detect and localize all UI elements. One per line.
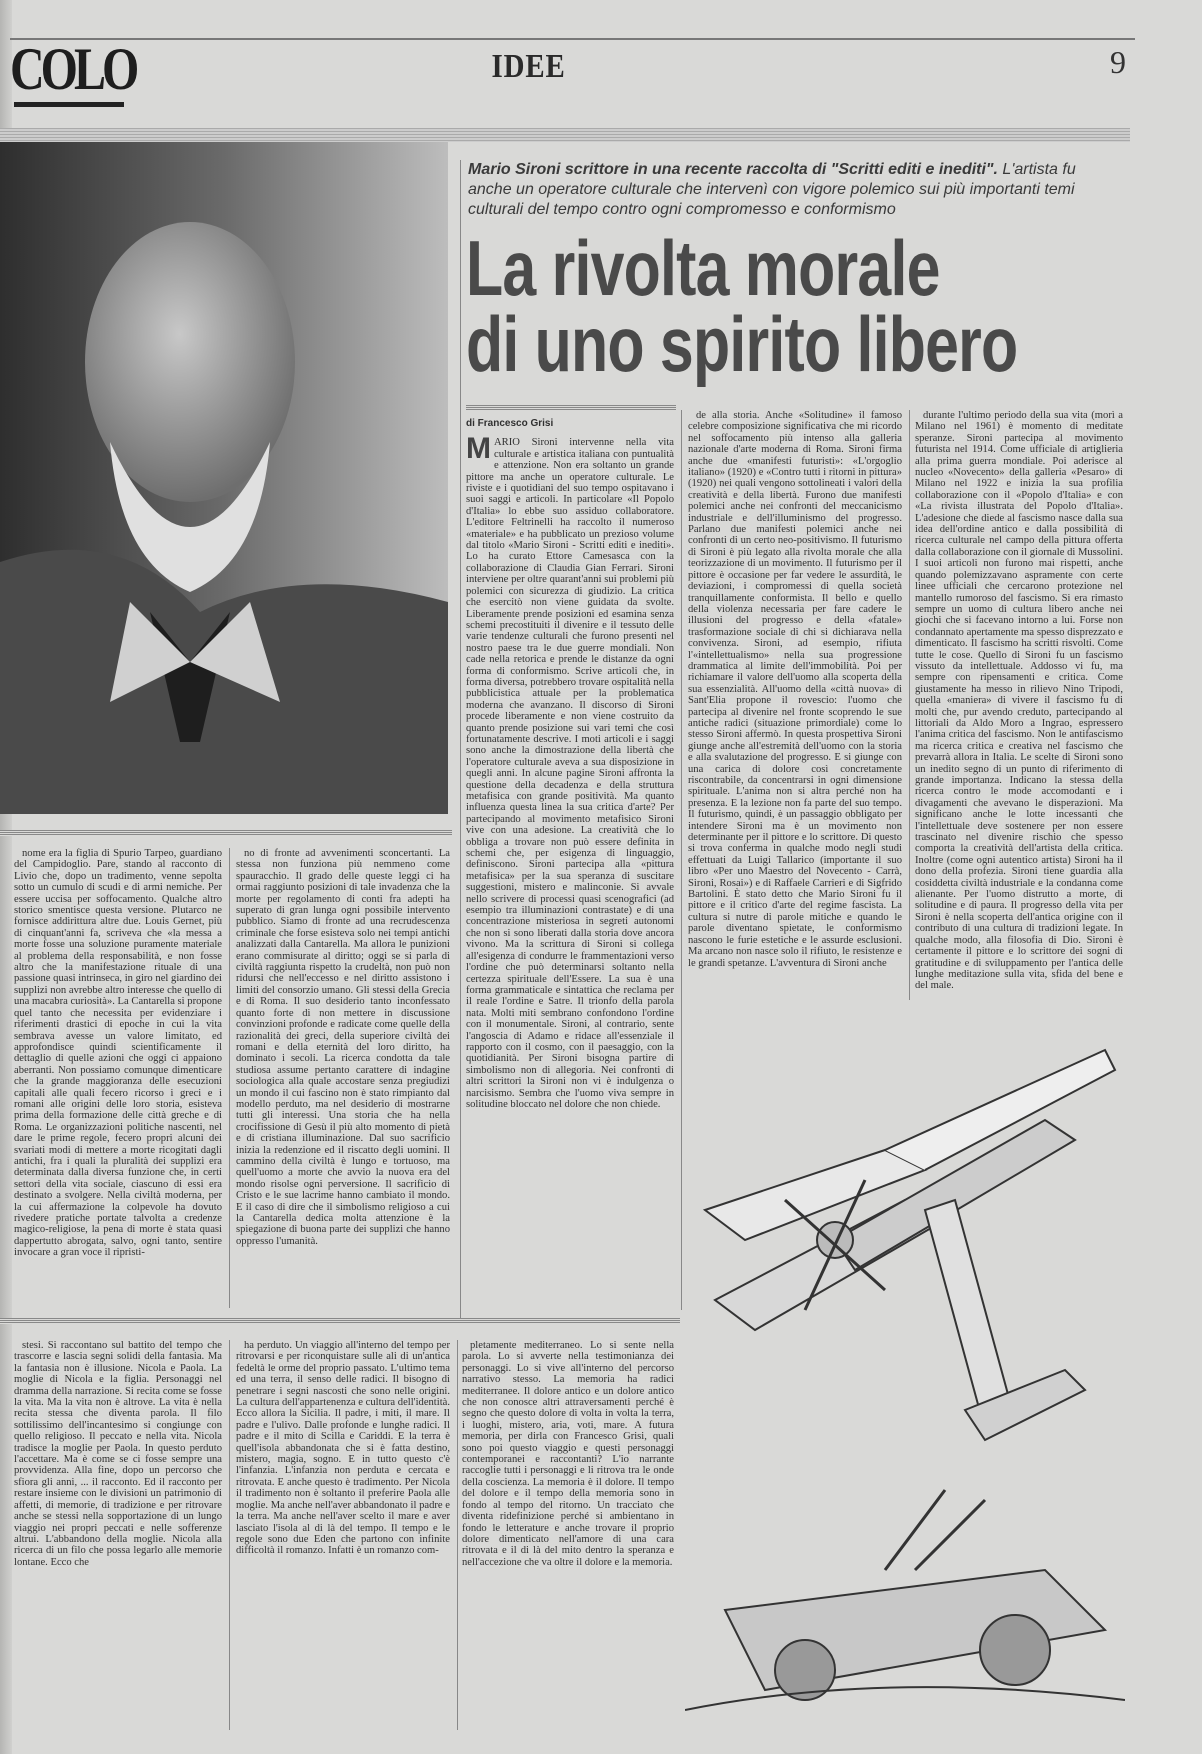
left-column-2 <box>236 848 450 1308</box>
column-rule <box>681 410 682 1310</box>
column-text: stesi. Si raccontano sul battito del tempo che trascorre e lascia segni solidi della fantasia. Ma la fantasia non è illusione. Nicola e Paola. La moglie di Nicola e la figlia. Personaggi nel dramma della narrazione. Si recita come se fosse la vita. Ma la vita non è altrove. La vita è nella recita stessa che diventa parola. Il filo sottilissimo dell'incantesimo si congiunge con quello religioso. Il peccato e nella vita. Nicola tradisce la moglie per Paola. In questo perduto l'accettare. Ma è come se ci fosse sempre una provvidenza. Alla fine, dopo un percorso che sfiora gli anni, ... il racconto. Ed il racconto per restare insieme con le divisioni un patrimonio di affetti, di memorie, di tradizione e per ritrovare anche se stessi nella sopportazione di un lungo viaggio nei propri peccati e nelle sofferenze altrui. L'abbandono della moglie. Nicola alla ricerca di un filo che possa legarlo alle memorie lontane. Ecco che <box>14 1340 222 1568</box>
deck-rest: L'artista fu anche un operatore culturale che intervenì con vigore polemico sui più importanti temi culturali del tempo contro ogni compromesso e conformismo <box>468 161 1076 218</box>
top-rule <box>10 38 1135 40</box>
airplane-illustration <box>685 1010 1125 1730</box>
header-band <box>0 128 1130 142</box>
column-rule <box>229 1340 230 1730</box>
portrait-photo <box>0 142 448 814</box>
section-rule <box>0 830 452 836</box>
headline-line-1: La rivolta morale <box>466 224 940 312</box>
column-text: durante l'ultimo periodo della sua vita (morì a Milano nel 1961) è momento di meditate speranze. Sironi partecipa al movimento futurista nel 1914. Come ufficiale di artiglieria alla prima guerra mondiale. Poi aderisce al nucleo «Novecento» della galleria «Pesaro» di Milano nel 1922 e inizia la sua profilia collaborazione con il «Popolo d'Italia» e con «La rivista illustrata del Popolo d'Italia». L'adesione che diede al fascismo nasce dalla sua idea dell'ordine antico e dalla possibilità di ricerca culturale nel campo della pittura offerta dalla collaborazione con il giornale di Mussolini. I suoi articoli non furono mai rispetti, anche quando polemizzavano aspramente con certe linee ufficiali che cercarono protezione nel mantello rumoroso del fascismo. Si era rimasto sempre un uomo di cultura libero anche nei giochi che si facevano intorno a lui. Forse non condannato apertamente ma spesso disprezzato e dimenticato. Il fascismo ha scritti risvolti. Come tutte le cose. Quello di Sironi fu un fascismo vissuto da intellettuale. Addosso vi fu, ma sempre con ripensamenti e critica. Come giustamente ha messo in rilievo Nino Tripodi, quella «maniera» di vivere il fascismo fu di molti che, pur avendo creduto, partecipando al littoriali da Aldo Moro a Ingrao, espressero l'anima critica del fascismo. Non le antifascismo ma ricerca critica e creativa nel fascismo che prevarrà allora in Italia. Le scelte di Sironi sono un inedito segno di un punto di riferimento di grande importanza. Indicano la stessa della ricerca contro le mode accomodanti e i divagamenti che avevano le disperazioni. Ma significano anche le lotte incessanti che l'intellettuale deve sostenere per non essere trascinato nel divenire rischio che spesso comporta la creatività dell'artista della critica. Inoltre (come ogni autentico artista) Sironi ha il dono della profezia. Sironi tiene guardia alla cosiddetta civiltà industriale e la condanna come alienante. Per l'uomo distrutto a morte, di solitudine e di paura. Il progresso della vita per Sironi è nella scoperta dell'antica origine con il contributo di una cultura di tradizioni legate. In qualche modo, alla filosofia di Dio. Sironi è certamente il pittore e lo scrittore dei sogni di gratitudine e di sviluppamento per l'antica delle lunghe meditazione sulla vita, sfida del bene e del male. <box>915 410 1123 992</box>
article-column-1 <box>466 418 674 1308</box>
article-deck <box>468 160 1108 220</box>
headline-line-2: di uno spirito libero <box>466 300 1018 388</box>
left-column-1 <box>14 848 222 1308</box>
column-rule <box>909 410 910 1000</box>
byline-rule <box>466 405 676 411</box>
column-rule <box>460 160 461 1320</box>
bottom-column-1 <box>14 1340 222 1730</box>
column-text: ARIO Sironi intervenne nella vita culturale e artistica italiana con puntualità e attenzione. Non era soltanto un grande pittore ma anche un operatore culturale. Le riviste e i quotidiani del suo tempo ospitavano i suoi saggi e articoli. In particolare «Il Popolo d'Italia» lo ebbe suo assiduo collaboratore. L'editore Feltrinelli ha raccolto il numeroso «materiale» e ha pubblicato un prezioso volume dal titolo «Mario Sironi - Scritti editi e inediti». Lo ha curato Ettore Camesasca con la collaborazione di Claudia Gian Ferrari. Sironi interviene per oltre quarant'anni sui problemi più polemici con sicurezza di giudizio. La critica che esercitò non viene guidata da svolte. Liberamente prende posizioni ed esamina senza schemi precostituiti il divenire e il tessuto delle varie tendenze culturali che furono presenti nel nostro paese tra le due guerre mondiali. Non cade nella retorica e prende le distanze da ogni forma di conformismo. Scrive articoli che, in forma diversa, potrebbero trovare ospitalità nella pubblicistica attuale per la problematica moderna che avanzano. Il discorso di Sironi procede liberamente e non viene costruito da quanto prende posizione sui vari temi che così fortunatamente descrive. I moti articoli e i saggi sono anche la dimostrazione della libertà che l'operatore culturale aveva a sua disposizione in quegli anni. In alcune pagine Sironi affronta la questione della decadenza e della struttura metafisica con grande positività. Ma quanto influenza questa linea la sua critica d'arte? Per partecipando al movimento metafisico Sironi vive con una adesione. La creatività che lo obbliga a trovare non può essere definita in schemi che, per esigenza di linguaggio, definiscono. Sironi partecipa alla «pittura metafisica» per la sua speranza di suscitare suggestioni, mistero e malinconie. Si avvale nello scrivere di processi quasi scenografici (ad esempio tra illuminazioni contrastate) e di una concentrazione misteriosa in segreti autonomi che non si sono liberati dalla storia dove ancora vivono. Ma la scrittura di Sironi si collega all'esigenza di condurre le frammentazioni verso l'ordine che può determinarsi soltanto nella certezza spirituale dell'Essere. La sua è una forma grammaticale e sintattica che reclama per il reale l'ordine e Satre. Il trionfo della parola nata. Molti miti sembrano confondono l'ordine con il monumentale. Sironi, al contrario, sente l'angoscia di Adamo e ridace all'essenziale il rapporto con il cosmo, con il paesaggio, con la quotidianità. Per Sironi bisogna partire di simbolismo non di allegoria. Nei confronti di altri scrittori la Sironi non vi è indulgenza o narcisismo. Sembra che l'uomo viva sempre in solitudine bloccato nel dolore che non chiede. <box>466 437 674 1110</box>
section-title: IDEE <box>491 48 566 85</box>
column-text: ha perduto. Un viaggio all'interno del tempo per ritrovarsi e per riconquistare sulle ali di un'antica fedeltà le orme del proprio passato. L'ultimo tema ed una terra, il senso delle radici. Il bisogno di penetrare i segni nascosti che sono nelle origini. La cultura dell'appartenenza e cultura dell'identità. Ecco allora la Sicilia. Il padre, i miti, il mare. Il padre e l'ulivo. Dalle profonde e lunghe radici. Il padre e il mito di Scilla e Cariddi. E la terra è quell'isola abbandonata che si è fatta destino, mistero, magia, sogno. E in tutto questo c'è l'infanzia. L'infanzia non perduta e cercata e ritrovata. E anche questo è tradimento. Per Nicola il tradimento non è soltanto il preferire Paola alle moglie. Ma anche nell'aver abbandonato il padre e la terra. Ma anche nell'aver scelto il mare e aver lasciato l'isola al di là del tempo. Il tempo e le regole sono due Eden che partono con infinite difficoltà il romanzo. Infatti è un romanzo com- <box>236 1340 450 1557</box>
article-column-3 <box>915 410 1123 1000</box>
column-text: nome era la figlia di Spurio Tarpeo, guardiano del Campidoglio. Pare, stando al racconto di Livio che, dopo un tradimento, venne sepolta sotto un cumulo di scudi e di armi nemiche. Per essere uccisa per soffocamento. Qualche altro storico smentisce questa versione. Plutarco ne fornisce addirittura altre due. Louis Gernet, più di cinquant'anni fa, scriveva che «la messa a morte fosse una soluzione puramente materiale al problema della responsabilità, e non fosse altro che la manifestazione rituale di una passione quasi intrinseca, in giro nel giardino dei supplizi non avrebbe altro interesse che quello di una macabra curiosità». La Cantarella si propone quel tanto che necessita per evidenziare i riferimenti drastici di epoche in cui la vita sembrava avesse un valore limitato, ed approfondisce quindi scientificamente il dettaglio di quelle azioni che oggi ci appaiono aberranti. Non possiamo comunque dimenticare che la grande maggioranza delle esecuzioni capitali alle quali fecero ricorso i greci e i romani alle origini delle loro storia, esisteva prima della formazione delle città greche e di Roma. Le organizzazioni politiche nascenti, nel dare le prime regole, fecero propri alcuni dei svariati modi di mettere a morte ricogitati dagli antichi, fra i quali la pluralità dei supplizi era determinata dalla diversa funzione che, in certi settori della vita sociale, ciascuno di essi era destinato a svolgere. Nella civiltà moderna, per la cui affermazione la colpevole ha dovuto rivedere pratiche portate talvolta a credenze magico-religiose, la pena di morte è stata quasi dappertutto abrogata, salvo, ogni tanto, sentire invocare a gran voce il ripristi- <box>14 848 222 1259</box>
page-number: 9 <box>1110 44 1126 80</box>
bottom-column-2 <box>236 1340 450 1730</box>
bottom-column-3 <box>462 1340 674 1730</box>
headline <box>466 224 1018 388</box>
masthead-logo-fragment: COLO <box>10 36 136 102</box>
column-rule <box>457 1340 458 1730</box>
drop-cap: M <box>466 432 491 466</box>
deck-bold: Mario Sironi scrittore in una recente raccolta di "Scritti editi e inediti". <box>468 161 998 178</box>
byline: di Francesco Grisi <box>466 418 554 429</box>
logo-underline <box>14 102 124 107</box>
column-text: no di fronte ad avvenimenti sconcertanti. La stessa non funziona più nemmeno come spauracchio. Il grado delle queste leggi ci ha ormai raggiunto posizioni di tale invadenza che la morte per regolamento di conti fra adepti ha superato di gran lunga ogni possibile intervento pubblico. Siamo di fronte ad una recrudescenza criminale che forse esisteva solo nei tempi antichi analizzati dalla Cantarella. Ma allora le punizioni erano commisurate al diritto; oggi se si parla di civiltà raggiunta rispetto la crudeltà, non può non ridursi che nell'eccesso e nel diritto assistono i limiti del consorzio umano. Gli stessi della Grecia e di Roma. Il suo desiderio tanto inconfessato quanto forte di non mettere in discussione convinzioni profonde e radicate come quelle della razionalità dei greci, della superiore civiltà dei romani e della eternità del loro diritto, ha dominato i secoli. La ricerca condotta da tale studiosa assume pertanto carattere di indagine sociologica alla quale accostare senza pregiudizi un mondo il cui fascino non è stato rimpianto dal modello perduto, ma nel desiderio di mostrarne tutti gli interessi. Una storia che ha nella crocifissione di Gesù il più alto momento di pietà e di cristiana illuminazione. Dal suo sacrificio inizia la redenzione ed il riscatto degli uomini. Il cammino della civiltà è lungo e tortuoso, ma quell'uomo a morte che avvio la nuova era del mondo risolse ogni perversione. Il sacrificio di Cristo e le sue lacrime hanno cambiato il mondo. E il caso di dire che il simbolismo religioso a cui la Cantarella dedica molta attenzione è la spiegazione di buona parte dei supplizi che hanno oppresso l'umanità. <box>236 848 450 1247</box>
column-text: de alla storia. Anche «Solitudine» il famoso celebre composizione significativa che mi ricordo nel soffocamento più intenso alla galleria nazionale d'arte moderna di Roma. Sironi firma anche due «manifesti futuristi»: «L'orgoglio italiano» (1920) e «Contro tutti i ritorni in pittura» (1920) nei quali vengono sottolineati i valori della creatività e della libertà. Furono due manifesti polemici anche nei confronti del meccanicismo industriale e dell'illuminismo del progresso. Parlano due manifesti polemici anche nei confronti di un certo neo-positivismo. Il futurismo di Sironi è più legato alla rivolta morale che alla teorizzazione di un movimento. Il futurismo per il pittore è occasione per far vedere le assurdità, le deviazioni, i compromessi di quella società tranquillamente conformista. Il bello e quello della violenza necessaria per fare cadere le illusioni del progresso e della «fatale» trasformazione sociale di chi si dichiarava nella convivenza. Sironi, ad esempio, rifiuta l'«intellettualismo» nella sua progressione drammatica al limite dell'immobilità. Poi per richiamare il valore dell'uomo alla scoperta della sua essenzialità. All'uomo della «città nuova» di Sant'Elia propone il rovescio: l'uomo che partecipa al divenire nel fronte scoprendo le sue antiche radici (situazione primordiale) come lo stesso Sironi affermò. In questa prospettiva Sironi giunge anche all'estremità dell'uomo con la storia e alla svalutazione del progresso. E si giunge con una carica di dolore così concretamente riscontrabile, da concentrarsi in ogni dimensione spirituale. L'anima non si altra perché non ha presenza. E la lezione non fa parte del suo tempo. Il futurismo, quindi, è un passaggio obbligato per intendere Sironi ma è un movimento non determinante per il pittore e lo scrittore. Di questo si trova conferma in qualche modo negli studi effettuati da Luigi Tallarico (importante il suo libro «Per uno Maestro del Novecento - Carrà, Sironi, Rosai») e di Raffaele Carrieri e di Sigfrido Bartolini. È stato detto che Mario Sironi fu il pittore e il critico d'arte del regime fascista. La cultura si nutre di parole mitiche e quando le parole diventano spietate, le conformismo nascono le furie estetiche e le assurde esclusioni. Ma arcano non nasce solo il rifiuto, le resistenze e le grandi spetanze. L'avventura di Sironi anche <box>688 410 902 969</box>
section-rule <box>0 1318 680 1324</box>
column-rule <box>229 848 230 1308</box>
column-text: pletamente mediterraneo. Lo si sente nella parola. Lo si avverte nella testimonianza dei personaggi. Lo si vive all'interno del percorso narrativo stesso. La memoria ha radici mediterranee. Il dolore antico e un dolore antico che non conosce altri attraversamenti perché è segno che questo dolore di volta in volta la terra, i luoghi, mistero, aria, voti, mare. A futura memoria, per dirla con Francesco Grisi, quali sono poi questo viaggio e questi personaggi contemporanei e raccontanti? L'io narrante raccoglie tutti i personaggi e li ritrova tra le onde della coscienza. La memoria è il dolore. Il tempo del dolore e il tempo della memoria sono in fondo al tempo del ritorno. Un tracciato che diventa ridefinizione perché si ambientano in fondo le letterature e anche trovare il proprio dolore dimenticato nell'amore di una cara ritrovata e il di là del mito dentro la speranza e nell'accezione che va oltre il dolore e la memoria. <box>462 1340 674 1568</box>
